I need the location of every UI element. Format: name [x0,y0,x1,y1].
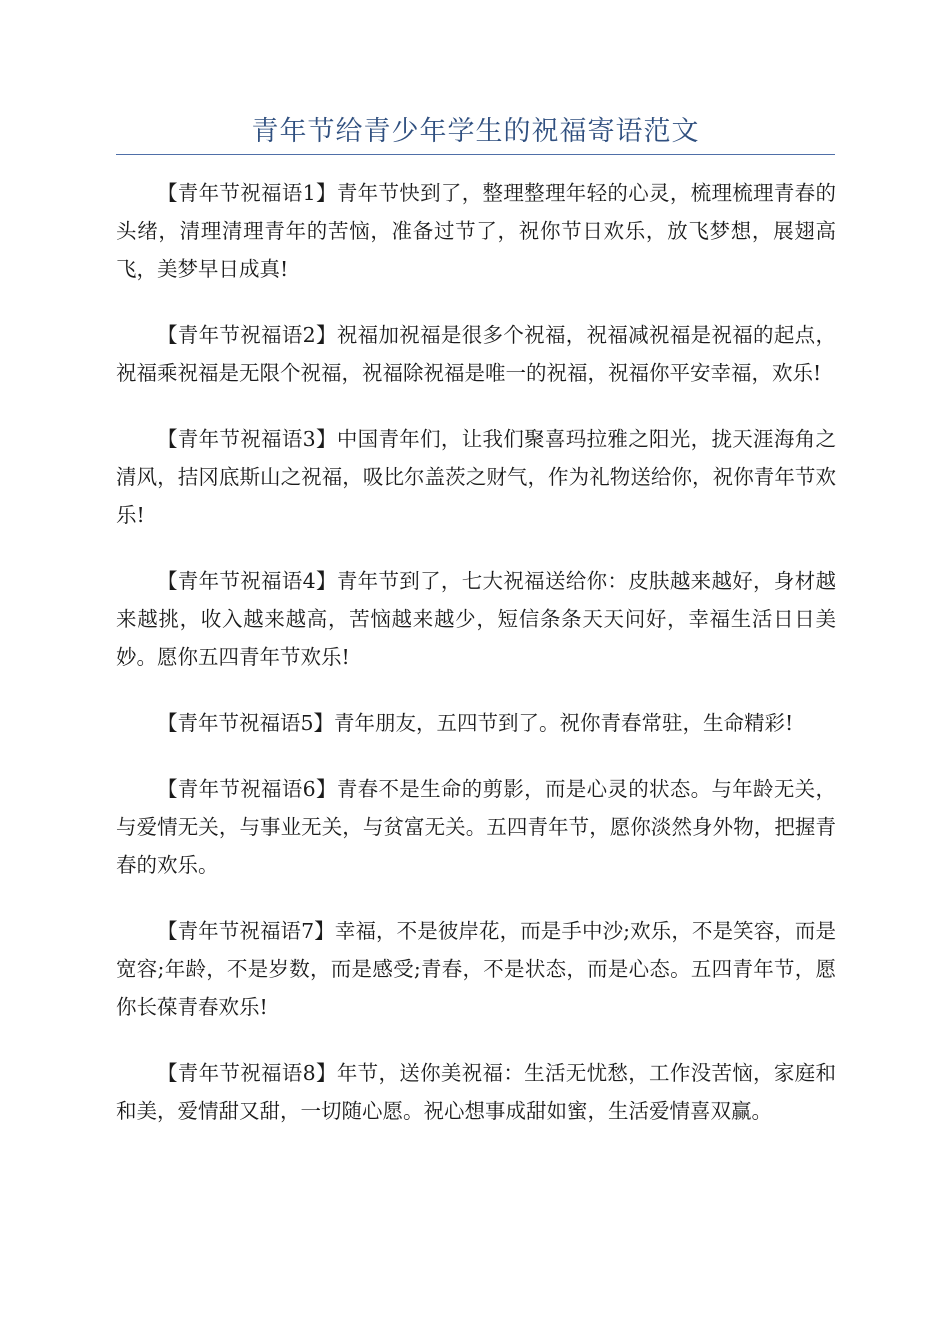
paragraph-1: 【青年节祝福语1】青年节快到了，整理整理年轻的心灵，梳理梳理青春的头绪，清理清理青年的苦恼，准备过节了，祝你节日欢乐，放飞梦想，展翅高飞，美梦早日成真! [116,181,836,281]
title-underline [116,154,835,155]
paragraph-8: 【青年节祝福语8】年节，送你美祝福：生活无忧愁，工作没苦恼，家庭和和美，爱情甜又甜，一切随心愿。祝心想事成甜如蜜，生活爱情喜双赢。 [116,1061,836,1123]
paragraph-2: 【青年节祝福语2】祝福加祝福是很多个祝福，祝福减祝福是祝福的起点，祝福乘祝福是无限个祝福，祝福除祝福是唯一的祝福，祝福你平安幸福，欢乐! [116,323,836,385]
paragraph-6: 【青年节祝福语6】青春不是生命的剪影，而是心灵的状态。与年龄无关，与爱情无关，与事业无关，与贫富无关。五四青年节，愿你淡然身外物，把握青春的欢乐。 [116,777,836,877]
paragraph-4: 【青年节祝福语4】青年节到了，七大祝福送给你：皮肤越来越好，身材越来越挑，收入越来越高，苦恼越来越少，短信条条天天问好，幸福生活日日美妙。愿你五四青年节欢乐! [116,569,836,669]
paragraph-7: 【青年节祝福语7】幸福，不是彼岸花，而是手中沙;欢乐，不是笑容，而是宽容;年龄，不是岁数，而是感受;青春，不是状态，而是心态。五四青年节，愿你长葆青春欢乐! [116,919,836,1019]
document-body [116,174,836,1158]
page-title: 青年节给青少年学生的祝福寄语范文 [251,116,700,147]
paragraph-5: 【青年节祝福语5】青年朋友，五四节到了。祝你青春常驻，生命精彩! [157,711,794,735]
paragraph-3: 【青年节祝福语3】中国青年们，让我们聚喜玛拉雅之阳光，拢天涯海角之清风，拮冈底斯山之祝福，吸比尔盖茨之财气，作为礼物送给你，祝你青年节欢乐! [116,427,836,527]
